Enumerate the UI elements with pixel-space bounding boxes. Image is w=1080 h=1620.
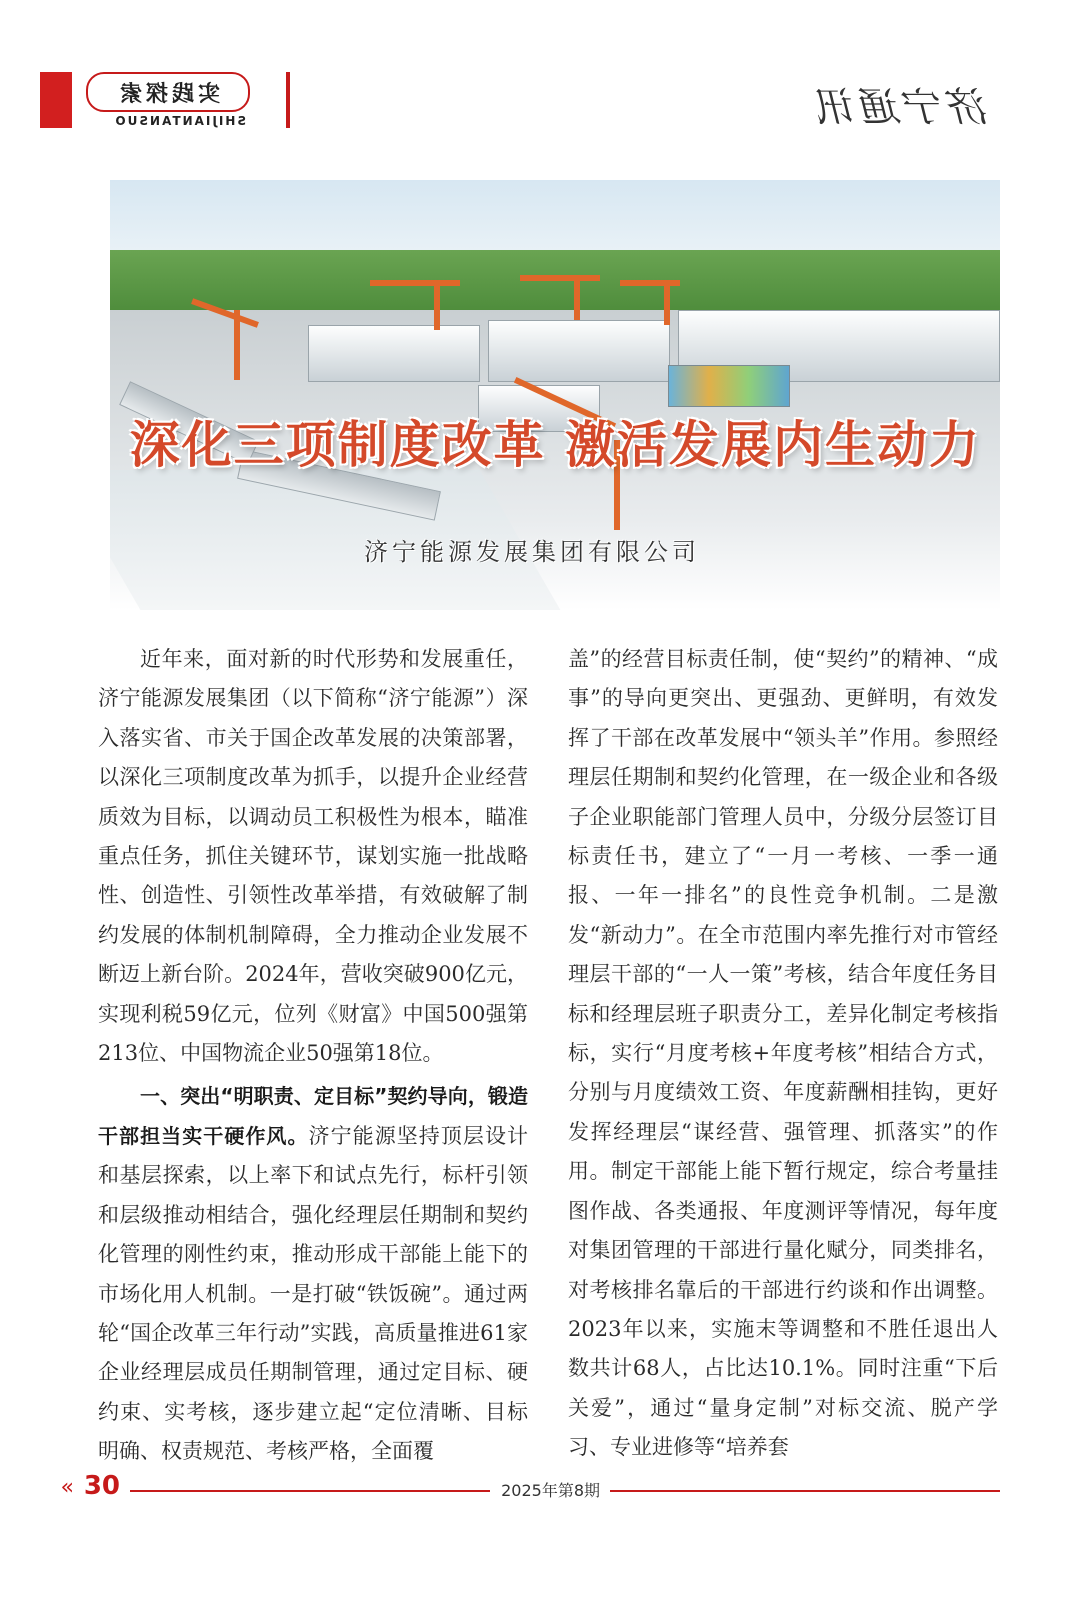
page-header [0, 66, 1080, 136]
page-number [84, 1471, 120, 1501]
banner-photo [110, 180, 1000, 610]
section-paragraph [98, 1077, 528, 1471]
column-2-content [568, 640, 998, 1468]
gantry-crane [370, 280, 460, 286]
section-body: 济宁能源坚持顶层设计和基层探索，以上率下和试点先行，标杆引领和层级推动相结合，强化经理层任期制和契约化管理的刚性约束，推动形成干部能上能下的市场化用人机制。一是打破“铁饭碗”。通过两轮“国企改革三年行动”实践，高质量推进61家企业经理层成员任期制管理，通过定目标、硬约束、实考核，逐步建立起“定位清晰、目标明确、权责规范、考核严格，全面覆 [98, 1123, 529, 1464]
footer-rule-left [610, 1490, 1000, 1492]
footer-rule-right [130, 1490, 490, 1492]
sky [110, 180, 1000, 250]
gantry-crane [574, 275, 580, 320]
section-heading: 一、突出“明职责、定目标”契约导向，锻造干部担当实干硬作风。 [98, 1084, 528, 1148]
section-title: 实践探索 [116, 81, 221, 107]
magazine-brand: 济宁通讯 [814, 85, 990, 131]
intro-paragraph: 近年来，面对新的时代形势和发展重任，济宁能源发展集团（以下简称“济宁能源”）深入落实省、市关于国企改革发展的决策部署，以深化三项制度改革为抓手，以提升企业经营质效为目标，以调动员工积极性为根本，瞄准重点任务，抓住关键环节，谋划实施一批战略性、创造性、引领性改革举措，有效破解了制约发展的体制机制障碍，全力推动企业发展不断迈上新台阶。2024年，营收突破900亿元，实现利税59亿元，位列《财富》中国500强第213位、中国物流企业50强第18位。 [98, 647, 528, 1066]
page-footer [0, 1471, 1080, 1505]
section-pinyin: SHIJIANTANSUO [113, 114, 246, 128]
mural-wall [668, 365, 790, 407]
article-title-text: 深化三项制度改革 激活发展内生动力 [129, 415, 981, 474]
gantry-crane [520, 275, 600, 281]
warehouse-building [308, 325, 480, 382]
issue-label [501, 1478, 600, 1501]
warehouse-building [488, 320, 670, 382]
article-author-org [320, 532, 700, 567]
gantry-crane [664, 280, 670, 325]
gantry-crane [434, 280, 440, 330]
issue-text: 2025年第8期 [501, 1481, 600, 1500]
article-title [110, 405, 1000, 477]
section-label [86, 72, 250, 112]
continued-paragraph: 盖”的经营目标责任制，使“契约”的精神、“成事”的导向更突出、更强劲、更鲜明，有效发挥了干部在改革发展中“领头羊”作用。参照经理层任期制和契约化管理，在一级企业和各级子企业职能部门管理人员中，分级分层签订目标责任书，建立了“一月一考核、一季一通报、一年一排名”的良性竞争机制。二是激发“新动力”。在全市范围内率先推行对市管经理层干部的“一人一策”考核，结合年度任务目标和经理层班子职责分工，差异化制定考核指标，实行“月度考核+年度考核”相结合方式，分别与月度绩效工资、年度薪酬相挂钩，更好发挥经理层“谋经营、强管理、抓落实”的作用。制定干部能上能下暂行规定，综合考量挂图作战、各类通报、年度测评等情况，每年度对集团管理的干部进行量化赋分，同类排名，对考核排名靠后的干部进行约谈和作出调整。2023年以来，实施末等调整和不胜任退出人数共计68人，占比达10.1%。同时注重“下后关爱”，通过“量身定制”对标交流、脱产学习、专业进修等“培养套 [568, 647, 998, 1460]
article-author-org-text: 济宁能源发展集团有限公司 [364, 538, 700, 566]
page-number-text: 30 [83, 1471, 120, 1501]
article-column-1 [98, 640, 528, 1472]
header-divider [286, 72, 290, 128]
column-1-content [98, 640, 528, 1472]
red-tab-marker [40, 72, 72, 128]
chevron-icon: » [60, 1475, 74, 1500]
gantry-crane [620, 280, 680, 286]
article-column-2 [568, 640, 998, 1468]
